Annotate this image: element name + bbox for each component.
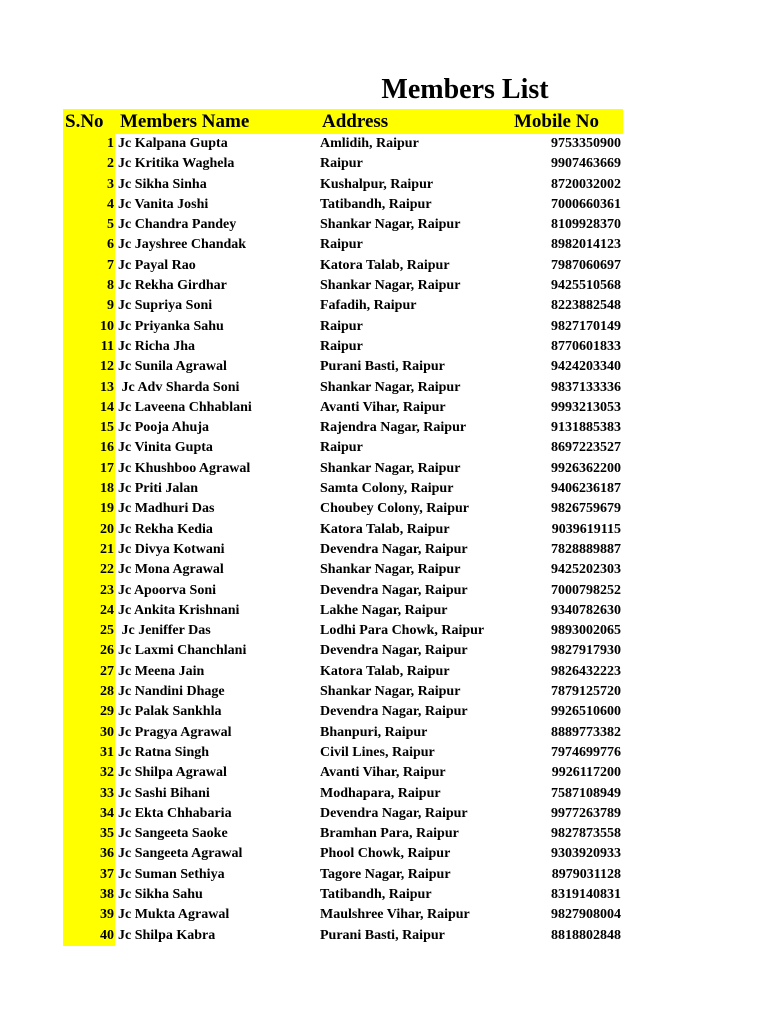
cell-mobile: 9039619115 <box>551 521 621 537</box>
cell-mobile: 9907463669 <box>551 156 621 172</box>
cell-member-name: Jc Sunila Agrawal <box>118 359 227 375</box>
cell-member-name: Jc Sikha Sahu <box>118 886 203 902</box>
table-row <box>63 499 623 519</box>
cell-sno: 27 <box>63 662 115 682</box>
table-row <box>63 601 623 621</box>
cell-address: Devendra Nagar, Raipur <box>320 582 468 598</box>
cell-member-name: Jc Sangeeta Agrawal <box>118 846 243 862</box>
cell-member-name: Jc Mona Agrawal <box>118 562 224 578</box>
cell-sno: 20 <box>63 520 115 540</box>
table-row <box>63 235 623 255</box>
cell-member-name: Jc Richa Jha <box>118 338 195 354</box>
cell-sno: 18 <box>63 479 115 499</box>
cell-mobile: 9827908004 <box>551 907 621 923</box>
cell-member-name: Jc Mukta Agrawal <box>118 907 230 923</box>
cell-mobile: 8818802848 <box>551 927 621 943</box>
cell-sno: 7 <box>63 256 115 276</box>
cell-member-name: Jc Ratna Singh <box>118 744 210 760</box>
cell-address: Fafadih, Raipur <box>320 298 417 314</box>
table-row <box>63 520 623 540</box>
cell-address: Purani Basti, Raipur <box>320 359 445 375</box>
cell-member-name: Jc Vinita Gupta <box>118 440 213 456</box>
cell-sno: 35 <box>63 824 115 844</box>
table-row <box>63 763 623 783</box>
cell-sno: 21 <box>63 540 115 560</box>
cell-address: Devendra Nagar, Raipur <box>320 643 468 659</box>
cell-mobile: 9893002065 <box>551 623 621 639</box>
table-row <box>63 844 623 864</box>
cell-mobile: 8720032002 <box>551 176 621 192</box>
table-row <box>63 438 623 458</box>
table-row <box>63 296 623 316</box>
cell-address: Shankar Nagar, Raipur <box>320 562 461 578</box>
table-body <box>63 134 623 946</box>
cell-sno: 29 <box>63 702 115 722</box>
cell-sno: 4 <box>63 195 115 215</box>
cell-address: Lodhi Para Chowk, Raipur <box>320 623 485 639</box>
table-row <box>63 885 623 905</box>
cell-address: Devendra Nagar, Raipur <box>320 541 468 557</box>
cell-sno: 37 <box>63 865 115 885</box>
cell-sno: 1 <box>63 134 115 154</box>
table-row <box>63 723 623 743</box>
table-row <box>63 743 623 763</box>
header-members-name: Members Name <box>120 111 250 132</box>
cell-mobile: 7974699776 <box>551 744 621 760</box>
table-row <box>63 621 623 641</box>
cell-member-name: Jc Shilpa Kabra <box>118 927 216 943</box>
cell-address: Raipur <box>320 318 363 334</box>
cell-sno: 3 <box>63 175 115 195</box>
cell-mobile: 9977263789 <box>551 805 621 821</box>
cell-mobile: 9827917930 <box>551 643 621 659</box>
cell-member-name: Jc Pooja Ahuja <box>118 420 209 436</box>
cell-sno: 6 <box>63 235 115 255</box>
header-address: Address <box>322 111 389 132</box>
cell-mobile: 9425510568 <box>551 278 621 294</box>
cell-address: Devendra Nagar, Raipur <box>320 805 468 821</box>
cell-member-name: Jc Jayshree Chandak <box>118 237 247 253</box>
table-row <box>63 276 623 296</box>
cell-address: Katora Talab, Raipur <box>320 521 450 537</box>
cell-mobile: 7828889887 <box>551 541 621 557</box>
cell-address: Bhanpuri, Raipur <box>320 724 428 740</box>
cell-address: Purani Basti, Raipur <box>320 927 445 943</box>
cell-address: Tatibandh, Raipur <box>320 886 432 902</box>
cell-member-name: Jc Rekha Kedia <box>118 521 213 537</box>
cell-member-name: Jc Meena Jain <box>118 663 205 679</box>
table-row <box>63 418 623 438</box>
cell-mobile: 8319140831 <box>551 886 621 902</box>
table-row <box>63 317 623 337</box>
cell-address: Tatibandh, Raipur <box>320 196 432 212</box>
cell-member-name: Jc Ankita Krishnani <box>118 602 240 618</box>
cell-address: Lakhe Nagar, Raipur <box>320 602 448 618</box>
cell-sno: 19 <box>63 499 115 519</box>
table-row <box>63 662 623 682</box>
cell-member-name: Jc Laveena Chhablani <box>118 399 252 415</box>
cell-sno: 2 <box>63 154 115 174</box>
cell-member-name: Jc Shilpa Agrawal <box>118 765 227 781</box>
cell-member-name: Jc Jeniffer Das <box>118 623 211 639</box>
table-row <box>63 215 623 235</box>
cell-address: Bramhan Para, Raipur <box>320 826 459 842</box>
cell-sno: 17 <box>63 459 115 479</box>
cell-mobile: 8979031128 <box>551 866 621 882</box>
cell-address: Shankar Nagar, Raipur <box>320 217 461 233</box>
cell-sno: 8 <box>63 276 115 296</box>
cell-address: Kushalpur, Raipur <box>320 176 434 192</box>
table-row <box>63 784 623 804</box>
cell-mobile: 8223882548 <box>551 298 621 314</box>
cell-address: Katora Talab, Raipur <box>320 257 450 273</box>
cell-sno: 40 <box>63 926 115 946</box>
cell-sno: 31 <box>63 743 115 763</box>
cell-member-name: Jc Chandra Pandey <box>118 217 237 233</box>
cell-member-name: Jc Kalpana Gupta <box>118 136 228 151</box>
cell-sno: 9 <box>63 296 115 316</box>
cell-mobile: 9827170149 <box>551 318 621 334</box>
cell-member-name: Jc Supriya Soni <box>118 298 213 314</box>
cell-mobile: 8770601833 <box>551 338 621 354</box>
cell-member-name: Jc Nandini Dhage <box>118 684 225 700</box>
cell-member-name: Jc Sangeeta Saoke <box>118 826 228 842</box>
cell-mobile: 7879125720 <box>551 684 621 700</box>
cell-member-name: Jc Rekha Girdhar <box>118 278 227 294</box>
cell-mobile: 8697223527 <box>551 440 621 456</box>
cell-mobile: 9926117200 <box>551 765 621 781</box>
table-row <box>63 540 623 560</box>
cell-mobile: 9827873558 <box>551 826 621 842</box>
table-row <box>63 175 623 195</box>
cell-sno: 32 <box>63 763 115 783</box>
cell-mobile: 7000798252 <box>551 582 621 598</box>
cell-mobile: 8982014123 <box>551 237 621 253</box>
cell-sno: 22 <box>63 560 115 580</box>
cell-mobile: 8889773382 <box>551 724 621 740</box>
cell-address: Avanti Vihar, Raipur <box>320 765 446 781</box>
cell-sno: 5 <box>63 215 115 235</box>
cell-mobile: 7987060697 <box>551 257 621 273</box>
cell-address: Civil Lines, Raipur <box>320 744 435 760</box>
cell-mobile: 9425202303 <box>551 562 621 578</box>
cell-member-name: Jc Divya Kotwani <box>118 541 225 557</box>
cell-member-name: Jc Apoorva Soni <box>118 582 217 598</box>
table-row <box>63 398 623 418</box>
table-row <box>63 195 623 215</box>
table-row <box>63 581 623 601</box>
cell-member-name: Jc Ekta Chhabaria <box>118 805 232 821</box>
cell-member-name: Jc Payal Rao <box>118 257 196 273</box>
cell-sno: 39 <box>63 905 115 925</box>
cell-member-name: Jc Adv Sharda Soni <box>118 379 240 395</box>
cell-address: Raipur <box>320 156 363 172</box>
cell-address: Amlidih, Raipur <box>320 136 419 151</box>
cell-address: Shankar Nagar, Raipur <box>320 460 461 476</box>
cell-sno: 15 <box>63 418 115 438</box>
table-row <box>63 641 623 661</box>
cell-member-name: Jc Priti Jalan <box>118 481 199 497</box>
cell-sno: 38 <box>63 885 115 905</box>
cell-mobile: 9340782630 <box>551 602 621 618</box>
table-row <box>63 337 623 357</box>
cell-sno: 16 <box>63 438 115 458</box>
cell-address: Tagore Nagar, Raipur <box>320 866 451 882</box>
cell-sno: 28 <box>63 682 115 702</box>
cell-mobile: 9753350900 <box>551 136 621 151</box>
table-row <box>63 926 623 946</box>
cell-mobile: 9424203340 <box>551 359 621 375</box>
table-row <box>63 905 623 925</box>
cell-address: Devendra Nagar, Raipur <box>320 704 468 720</box>
cell-mobile: 9303920933 <box>551 846 621 862</box>
table-row <box>63 865 623 885</box>
cell-sno: 36 <box>63 844 115 864</box>
cell-member-name: Jc Palak Sankhla <box>118 704 222 720</box>
table-row <box>63 824 623 844</box>
cell-mobile: 7587108949 <box>551 785 621 801</box>
cell-member-name: Jc Pragya Agrawal <box>118 724 232 740</box>
cell-sno: 13 <box>63 378 115 398</box>
cell-sno: 10 <box>63 317 115 337</box>
cell-sno: 26 <box>63 641 115 661</box>
cell-member-name: Jc Sashi Bihani <box>118 785 210 801</box>
table-row <box>63 702 623 722</box>
cell-mobile: 7000660361 <box>551 196 621 212</box>
table-row <box>63 459 623 479</box>
cell-sno: 30 <box>63 723 115 743</box>
cell-address: Avanti Vihar, Raipur <box>320 399 446 415</box>
cell-mobile: 9826432223 <box>551 663 621 679</box>
cell-mobile: 9993213053 <box>551 399 621 415</box>
cell-mobile: 9826759679 <box>551 501 621 517</box>
table-row <box>63 804 623 824</box>
cell-sno: 12 <box>63 357 115 377</box>
cell-sno: 25 <box>63 621 115 641</box>
cell-sno: 23 <box>63 581 115 601</box>
cell-sno: 33 <box>63 784 115 804</box>
cell-member-name: Jc Laxmi Chanchlani <box>118 643 247 659</box>
cell-sno: 14 <box>63 398 115 418</box>
cell-address: Shankar Nagar, Raipur <box>320 379 461 395</box>
cell-address: Raipur <box>320 237 363 253</box>
cell-member-name: Jc Vanita Joshi <box>118 196 209 212</box>
cell-mobile: 9406236187 <box>551 481 621 497</box>
cell-address: Samta Colony, Raipur <box>320 481 454 497</box>
table-row <box>63 357 623 377</box>
cell-address: Raipur <box>320 440 363 456</box>
header-mobile-no: Mobile No <box>514 111 599 132</box>
cell-address: Phool Chowk, Raipur <box>320 846 451 862</box>
table-row <box>63 479 623 499</box>
cell-address: Rajendra Nagar, Raipur <box>320 420 467 436</box>
table-header <box>63 109 623 134</box>
cell-sno: 24 <box>63 601 115 621</box>
cell-mobile: 9926362200 <box>551 460 621 476</box>
cell-address: Katora Talab, Raipur <box>320 663 450 679</box>
cell-address: Shankar Nagar, Raipur <box>320 278 461 294</box>
cell-mobile: 9926510600 <box>551 704 621 720</box>
table-row <box>63 378 623 398</box>
cell-member-name: Jc Sikha Sinha <box>118 176 207 192</box>
cell-address: Choubey Colony, Raipur <box>320 501 469 517</box>
cell-sno: 11 <box>63 337 115 357</box>
table-row <box>63 256 623 276</box>
page-title: Members List <box>381 74 549 105</box>
table-row <box>63 154 623 174</box>
table-row <box>63 682 623 702</box>
header-sno: S.No <box>65 111 104 132</box>
table-row <box>63 560 623 580</box>
cell-sno: 34 <box>63 804 115 824</box>
members-table <box>63 109 623 946</box>
cell-address: Raipur <box>320 338 363 354</box>
cell-mobile: 8109928370 <box>551 217 621 233</box>
cell-address: Modhapara, Raipur <box>320 785 441 801</box>
cell-mobile: 9837133336 <box>551 379 621 395</box>
cell-address: Shankar Nagar, Raipur <box>320 684 461 700</box>
cell-member-name: Jc Kritika Waghela <box>118 156 235 172</box>
table-row <box>63 134 623 154</box>
cell-member-name: Jc Madhuri Das <box>118 501 215 517</box>
cell-mobile: 9131885383 <box>551 420 621 436</box>
cell-member-name: Jc Suman Sethiya <box>118 866 225 882</box>
cell-member-name: Jc Khushboo Agrawal <box>118 460 251 476</box>
cell-address: Maulshree Vihar, Raipur <box>320 907 470 923</box>
cell-member-name: Jc Priyanka Sahu <box>118 318 224 334</box>
